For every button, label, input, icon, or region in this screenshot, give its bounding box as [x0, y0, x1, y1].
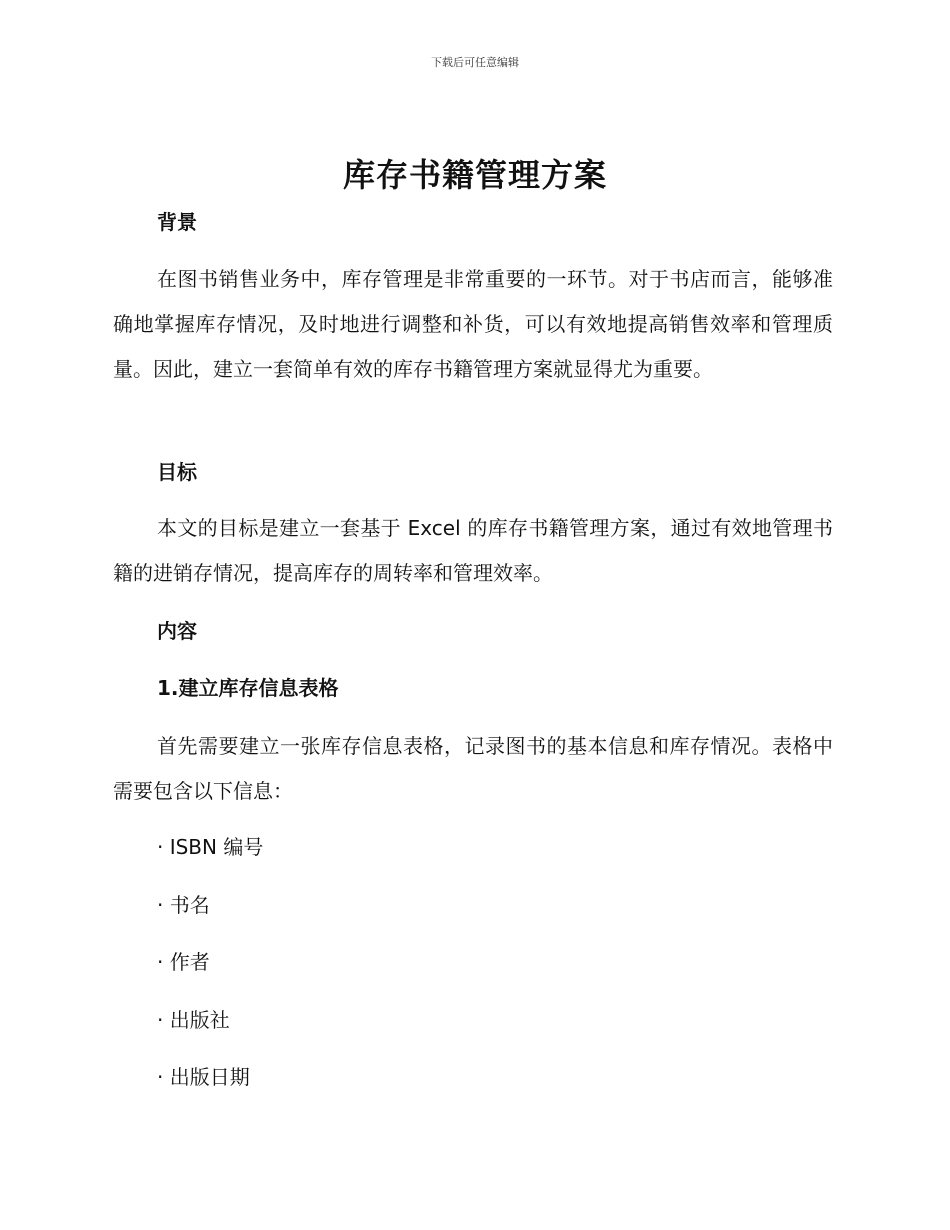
- paragraph-background: 在图书销售业务中，库存管理是非常重要的一环节。对于书店而言，能够准确地掌握库存情况，及时地进行调整和补货，可以有效地提高销售效率和管理质量。因此，建立一套简单有效的库存书籍管理方案就显得尤为重要。: [113, 267, 833, 381]
- header-note: 下载后可任意编辑: [431, 56, 519, 69]
- paragraph-inventory-table: 首先需要建立一张库存信息表格，记录图书的基本信息和库存情况。表格中需要包含以下信息：: [113, 734, 833, 803]
- section-heading-goal: 目标: [157, 460, 197, 484]
- list-item-publish-date: · 出版日期: [157, 1065, 250, 1089]
- document-title: 库存书籍管理方案: [342, 156, 607, 194]
- list-item-title: · 书名: [157, 893, 210, 917]
- paragraph-goal: 本文的目标是建立一套基于 Excel 的库存书籍管理方案，通过有效地管理书籍的进销存情况，提高库存的周转率和管理效率。: [113, 516, 833, 585]
- list-item-author: · 作者: [157, 950, 210, 974]
- list-item-publisher: · 出版社: [157, 1008, 230, 1032]
- subsection-heading-inventory-table: 1.建立库存信息表格: [157, 676, 339, 700]
- section-heading-background: 背景: [157, 210, 197, 234]
- list-item-isbn: · ISBN 编号: [157, 835, 264, 859]
- section-heading-content: 内容: [157, 619, 197, 643]
